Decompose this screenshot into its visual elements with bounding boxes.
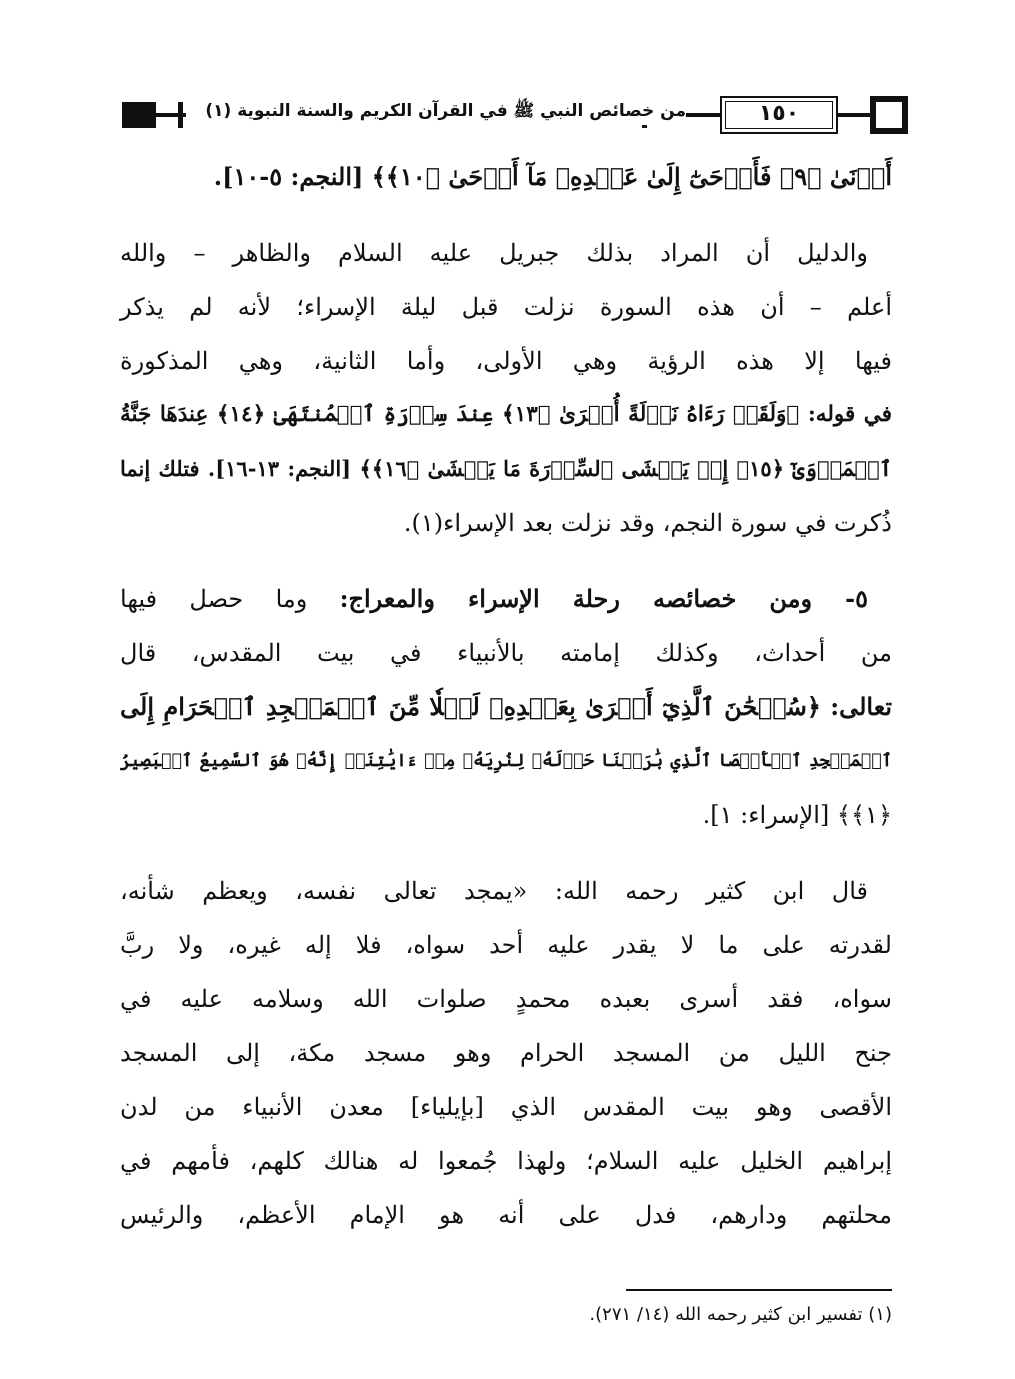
page-number-frame xyxy=(720,96,838,134)
header-rule-mid xyxy=(682,113,722,117)
quran-verse-line: أَدۡنَىٰ ﴿٩﴾ فَأَوۡحَىٰٓ إِلَىٰ عَبۡدِهِۦ مَآ أَوۡحَىٰ ﴿١٠﴾﴾ [النجم: ٥-١٠]. xyxy=(213,162,892,191)
text-line: سواه، فقد أسرى بعبده محمدٍ صلوات الله وسلامه عليه في xyxy=(120,985,892,1013)
paragraph xyxy=(120,150,892,204)
text-line: تعالى: ﴿سُبۡحَٰنَ ٱلَّذِيٓ أَسۡرَىٰ بِعَبۡدِهِۦ لَيۡلٗا مِّنَ ٱلۡمَسۡجِدِ ٱلۡحَرَامِ إِلَى xyxy=(120,692,892,721)
text-line: ذُكرت في سورة النجم، وقد نزلت بعد الإسراء(١). xyxy=(403,509,892,537)
paragraph xyxy=(120,864,892,1242)
text-line: فيها إلا هذه الرؤية وهي الأولى، وأما الثانية، وهي المذكورة xyxy=(120,347,892,375)
text-line: أعلم – أن هذه السورة نزلت قبل ليلة الإسراء؛ لأنه لم يذكر xyxy=(120,293,892,321)
header-ornament-left-block xyxy=(122,102,156,128)
text-line xyxy=(120,572,892,626)
text-line: ﴿١﴾﴾ [الإسراء: ١]. xyxy=(702,801,892,829)
footnote-separator xyxy=(626,1289,892,1291)
header-ornament-box xyxy=(870,96,908,134)
header-ornament-bar xyxy=(178,102,183,128)
text-line: جنح الليل من المسجد الحرام وهو مسجد مكة، إلى المسجد xyxy=(120,1039,893,1067)
page-number: ١٥٠ xyxy=(758,101,800,126)
running-header xyxy=(122,96,892,136)
text-line: لقدرته على ما لا يقدر عليه أحد سواه، فلا إله غيره، ولا ربَّ xyxy=(120,931,892,959)
page-body xyxy=(120,150,892,1242)
text-line: قال ابن كثير رحمه الله: «يمجد تعالى نفسه، ويعظم شأنه، xyxy=(120,877,868,905)
text-line: من أحداث، وكذلك إمامته بالأنبياء في بيت المقدس، قال xyxy=(120,639,892,667)
running-title: من خصائص النبي ﷺ في القرآن الكريم والسنة النبوية (١) xyxy=(246,100,686,125)
footnote: (١) تفسير ابن كثير رحمه الله (١٤/ ٢٧١). xyxy=(589,1304,892,1325)
text-line: محلتهم ودارهم، فدل على أنه هو الإمام الأعظم، والرئيس xyxy=(120,1201,892,1229)
text-line: ٱلۡمَسۡجِدِ ٱلۡأَقۡصَا ٱلَّذِي بَٰرَكۡنَا حَوۡلَهُۥ لِنُرِيَهُۥ مِنۡ ءَايَٰتِنَآۚ إِنَّهُۥ هُوَ ٱلسَّمِيعُ ٱلۡبَصِيرُ xyxy=(120,751,892,771)
text-line: في قوله: ﴿وَلَقَدۡ رَءَاهُ نَزۡلَةً أُخۡرَىٰ ﴿١٣﴾ عِندَ سِدۡرَةِ ٱلۡمُنتَهَىٰ ﴿١٤﴾ عِندَهَا جَنَّةُ xyxy=(120,402,892,427)
section-heading: ٥- ومن خصائصه رحلة الإسراء والمعراج: xyxy=(339,584,868,613)
text-line: إبراهيم الخليل عليه السلام؛ ولهذا جُمعوا له هنالك كلهم، فأمهم في xyxy=(120,1147,892,1175)
header-rule-right xyxy=(836,113,872,117)
text-fragment: وما حصل فيها xyxy=(120,585,308,613)
paragraph xyxy=(120,226,892,550)
text-line: الأقصى وهو بيت المقدس الذي [بإيلياء] معدن الأنبياء من لدن xyxy=(120,1093,892,1121)
paragraph xyxy=(120,572,892,842)
text-line: والدليل أن المراد بذلك جبريل عليه السلام والظاهر – والله xyxy=(120,239,868,267)
text-line: ٱلۡمَأۡوَىٰٓ ﴿١٥﴾ إِذۡ يَغۡشَى ٱلسِّدۡرَةَ مَا يَغۡشَىٰ ﴿١٦﴾﴾ [النجم: ١٣-١٦]. فتلك إنما xyxy=(120,456,892,481)
